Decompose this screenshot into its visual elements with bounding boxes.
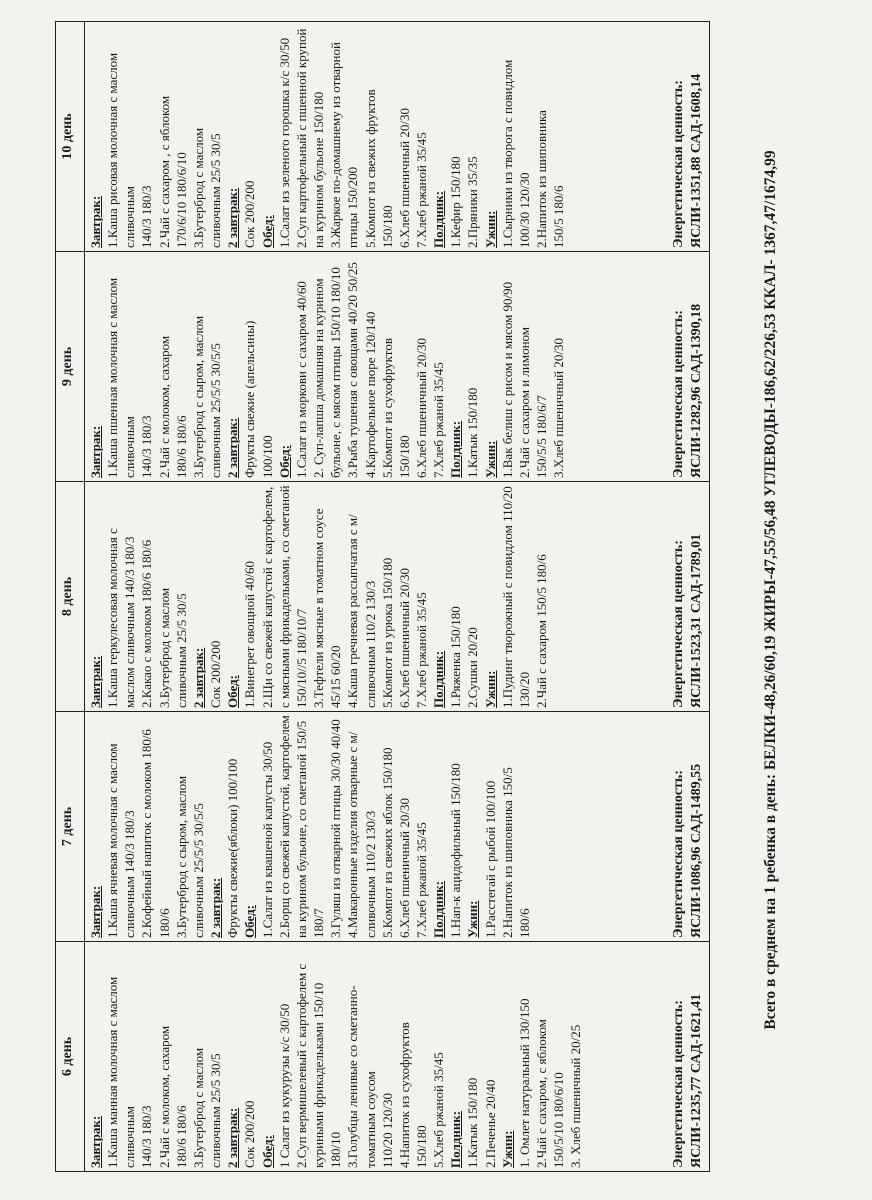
energy-line: Энергетическая ценность:	[671, 310, 686, 478]
menu-item: 3.Жаркое по-домашнему из отварной птицы 150/200	[328, 42, 361, 248]
menu-item: 5.Компот из свежих фруктов	[362, 89, 378, 248]
energy-value-block	[670, 945, 705, 1168]
energy-value-block	[670, 25, 705, 248]
menu-item: 1.Каша геркулесовая молочная с маслом сливочным 140/3 180/3	[105, 528, 138, 708]
menu-item: 4.Макаронные изделия отварные с м/сливочным 110/2 130/3	[345, 731, 378, 938]
meal-section-title: Завтрак:	[88, 425, 103, 478]
menu-item: 7.Хлеб ржаной 35/45	[413, 822, 429, 938]
menu-item: 4.Картофельное пюре 120/140	[362, 311, 378, 478]
menu-item: 1.Винегрет овощной 40/60	[242, 561, 258, 708]
menu-item: 1.Пудинг творожный с повидлом 110/20 130/20	[499, 486, 532, 708]
menu-item: 2.Чай с сахаром, с яблоком	[534, 1019, 550, 1168]
menu-item: 2.Чай с сахаром , с яблоком	[156, 95, 172, 248]
menu-item: 150/5/10 180/6/10	[551, 1072, 567, 1168]
menu-table	[55, 21, 710, 1172]
day-menu-cell	[85, 712, 710, 942]
meal-section-title: Обед:	[259, 1135, 275, 1168]
menu-item: 2.Чай с сахаром и лимоном	[516, 326, 532, 478]
menu-item: 1.Катык 150/180	[465, 1077, 481, 1168]
day-menu-cell	[85, 482, 710, 712]
menu-item: 2.Суп вермишелевый с картофелем с куриными фрикадельками 150/10 180/10	[293, 963, 344, 1168]
menu-item: 2. Суп-лапша домашняя на курином бульоне, с мясом птицы 150/10 180/10	[311, 267, 344, 478]
menu-item: 2.Печенье 20/40	[482, 1079, 498, 1168]
meal-section-title: Полдник:	[448, 420, 464, 478]
menu-item: 5.Компот из свежих яблок 150/180	[379, 747, 395, 938]
menu-item: 2.Щи со свежей капустой с картофелем, с мясными фрикадельками, со сметаной 150/10//5 180/10/7	[259, 485, 309, 708]
menu-item: 3.Бутерброд с маслом	[156, 587, 172, 708]
menu-item: 4.Каша гречневая рассыпчатая с м/сливочным 110/2 130/3	[345, 514, 378, 708]
energy-line: ЯСЛИ-1086,96 САД-1489,55	[688, 763, 704, 938]
menu-item: Сок 200/200	[242, 180, 258, 248]
meal-section-title: 2 завтрак:	[190, 647, 206, 708]
menu-item: 150/180	[379, 205, 395, 248]
menu-item: 2.Сушки 20/20	[465, 627, 481, 708]
menu-item: 2.Чай с молоком, сахаром	[156, 335, 172, 478]
meal-section-title: Ужин:	[482, 210, 498, 248]
menu-item: 7.Хлеб ржаной 35/45	[413, 132, 429, 248]
menu-item: 1.Ряженка 150/180	[448, 606, 464, 708]
energy-line: Энергетическая ценность:	[671, 80, 686, 248]
meal-section-title: Завтрак:	[88, 1115, 103, 1168]
menu-item: 1.Вак белиш с рисом и мясом 90/90	[499, 281, 515, 478]
meal-section-title: Ужин:	[482, 670, 498, 708]
menu-item: 5.Хлеб ржаной 35/45	[431, 1052, 447, 1168]
energy-value-block	[670, 255, 705, 478]
menu-item: сливочным 25/5 30/5	[208, 1053, 224, 1168]
menu-item: 3.Бутерброд с сыром, маслом сливочным 25/5/5 30/5/5	[190, 315, 224, 478]
meal-section-title: Полдник:	[431, 190, 447, 248]
menu-item: 3.Хлеб пшеничный 20/30	[551, 338, 567, 478]
menu-item: 150/5 180/6	[551, 185, 567, 248]
menu-item: 140/3 180/3	[139, 1105, 155, 1168]
menu-item: 1.Каша рисовая молочная с маслом сливочным	[105, 52, 138, 248]
menu-item: 1.Сырники из творога с повидлом 100/30 120/30	[499, 59, 532, 248]
menu-item: 4.Напиток из сухофруктов	[396, 1022, 412, 1168]
energy-value-block	[670, 485, 705, 708]
meal-section-title: Полдник:	[431, 650, 447, 708]
menu-item: 7.Хлеб ржаной 35/45	[431, 362, 447, 478]
meal-section-title: 2 завтрак:	[208, 877, 224, 938]
day-header: 9 день	[56, 252, 85, 482]
meal-section-title: 2 завтрак:	[225, 187, 241, 248]
menu-item: 2.Напиток из шиповника 150/5	[499, 767, 515, 938]
menu-item: Сок 200/200	[242, 1100, 258, 1168]
menu-item: 140/3 180/3	[139, 185, 155, 248]
energy-value-block	[670, 715, 705, 938]
menu-item: 2.Кофейный напиток с молоком 180/6 180/6	[139, 729, 172, 938]
menu-item: 150/180	[396, 435, 412, 478]
menu-item: 1.Салат из зеленого горошка к/с 30/50	[276, 37, 292, 248]
menu-item: сливочным 25/5 30/5	[173, 593, 189, 708]
menu-item: 1.Расстегай с рыбой 100/100	[482, 780, 498, 938]
menu-item: 3.Гуляш из отварной птицы 30/30 40/40	[328, 719, 344, 938]
menu-item: Сок 200/200	[208, 640, 224, 708]
menu-item: 1.Нап-к ацидофильный 150/180	[448, 763, 464, 938]
day-menu-cell	[85, 22, 710, 252]
menu-item: 180/6 180/6	[173, 1105, 189, 1168]
menu-item: 6.Хлеб пшеничный 20/30	[413, 338, 429, 478]
energy-line: ЯСЛИ-1351,88 САД-1608,14	[688, 73, 704, 248]
header-row	[56, 22, 85, 1172]
energy-line: Энергетическая ценность:	[671, 1000, 686, 1168]
menu-item: 2.Какао с молоком 180/6 180/6	[139, 539, 155, 708]
day-header: 6 день	[56, 942, 85, 1172]
energy-line: ЯСЛИ-1282,96 САД-1390,18	[688, 303, 704, 478]
menu-item: 3.Бутерброд с сыром, маслом сливочным 25/5/5 30/5/5	[173, 775, 206, 938]
energy-line: Энергетическая ценность:	[671, 540, 686, 708]
menu-item: сливочным 25/5 30/5	[208, 133, 224, 248]
meal-section-title: Завтрак:	[88, 885, 103, 938]
menu-item: 3.Бутерброд с маслом	[190, 1047, 206, 1168]
meal-section-title: Обед:	[276, 445, 292, 478]
menu-item: 2.Чай с молоком, сахаром	[156, 1025, 172, 1168]
menu-item: 5.Компот из урюка 150/180	[379, 557, 395, 708]
menu-item: 2.Чай с сахаром 150/5 180/6	[534, 554, 550, 708]
menu-item: 1. Омлет натуральный 130/150	[516, 998, 532, 1168]
menu-item: 180/6 180/6	[173, 415, 189, 478]
meal-section-title: Обед:	[242, 905, 258, 938]
menu-item: 5.Компот из сухофруктов	[379, 338, 395, 478]
menu-item: 100/100	[259, 435, 275, 478]
meal-section-title: Обед:	[225, 675, 241, 708]
menu-item: 2.Суп картофельный с пшенной крупой на курином бульоне 150/180	[293, 28, 327, 248]
energy-line: Энергетическая ценность:	[671, 770, 686, 938]
menu-item: 6.Хлеб пшеничный 20/30	[396, 798, 412, 938]
menu-item: 150/180	[413, 1125, 429, 1168]
menu-item: 110/20 120/30	[379, 1093, 395, 1168]
menu-item: 6.Хлеб пшеничный 20/30	[396, 108, 412, 248]
menu-item: 1.Каша манная молочная с маслом сливочным	[105, 976, 138, 1168]
energy-line: ЯСЛИ-1235,77 САД-1621,41	[688, 993, 704, 1168]
menu-item: Фрукты свежие (апельсины)	[242, 320, 258, 478]
meal-section-title: Полдник:	[431, 880, 447, 938]
menu-item: 1.Салат из квашеной капусты 30/50	[259, 741, 275, 938]
energy-line: ЯСЛИ-1523,31 САД-1789,01	[688, 533, 704, 708]
meal-section-title: Завтрак:	[88, 655, 103, 708]
menu-item: 1.Каша ячневая молочная с маслом сливочным 140/3 180/3	[105, 743, 138, 938]
menu-item: Фрукты свежие(яблоки) 100/100	[225, 758, 241, 938]
day-header: 10 день	[56, 22, 85, 252]
meal-section-title: Полдник:	[448, 1110, 464, 1168]
menu-item: 3.Голубцы ленивые со сметанно-томатным соусом	[345, 985, 378, 1168]
day-menu-cell	[85, 252, 710, 482]
menu-item: 170/6/10 180/6/10	[173, 152, 189, 248]
meal-section-title: Ужин:	[465, 900, 481, 938]
menu-item: 1.Кефир 150/180	[448, 156, 464, 248]
menu-item: 6.Хлеб пшеничный 20/30	[396, 568, 412, 708]
meal-section-title: Обед:	[259, 215, 275, 248]
days-row	[85, 22, 710, 1172]
menu-item: 3.Рыба тушеная с овощами 40/20 50/25	[345, 262, 361, 478]
meal-section-title: Завтрак:	[88, 195, 103, 248]
menu-item: 3.Тефтели мясные в томатном соусе 45/15 60/20	[311, 508, 344, 708]
menu-item: 2.Борщ со свежей капустой, картофелем на курином бульоне, со сметаной 150/5 180/7	[276, 715, 327, 938]
meal-section-title: Ужин:	[499, 1130, 515, 1168]
meal-section-title: 2 завтрак:	[225, 417, 241, 478]
day-header: 8 день	[56, 482, 85, 712]
menu-item: 150/5/5 180/6/7	[534, 395, 550, 478]
menu-item: 1.Катык 150/180	[465, 387, 481, 478]
menu-item: 3. Хлеб пшеничный 20/25	[568, 1024, 584, 1168]
menu-item: 7.Хлеб ржаной 35/45	[413, 592, 429, 708]
menu-item: 180/6	[516, 908, 532, 938]
menu-item: 1 Салат из кукурузы к/с 30/50	[276, 1003, 292, 1168]
menu-item: 1.Каша пшенная молочная с маслом сливочным	[105, 277, 138, 478]
menu-item: 2.Напиток из шиповника	[534, 110, 550, 248]
day-menu-cell	[85, 942, 710, 1172]
menu-item: 3.Бутерброд с маслом	[190, 127, 206, 248]
meal-section-title: 2 завтрак:	[225, 1107, 241, 1168]
meal-section-title: Ужин:	[482, 440, 498, 478]
menu-item: 1.Салат из моркови с сахаром 40/60	[293, 281, 309, 478]
menu-item: 140/3 180/3	[139, 415, 155, 478]
menu-item: 2.Пряники 35/35	[465, 156, 481, 248]
daily-totals: Всего в среднем на 1 ребенка в день: БЕЛКИ-48,26/60,19 ЖИРЫ-47,55/56,48 УГЛЕВОДЫ-186,62/226,53 ККАЛ- 1367,47/1674,99	[762, 150, 779, 1030]
day-header: 7 день	[56, 712, 85, 942]
